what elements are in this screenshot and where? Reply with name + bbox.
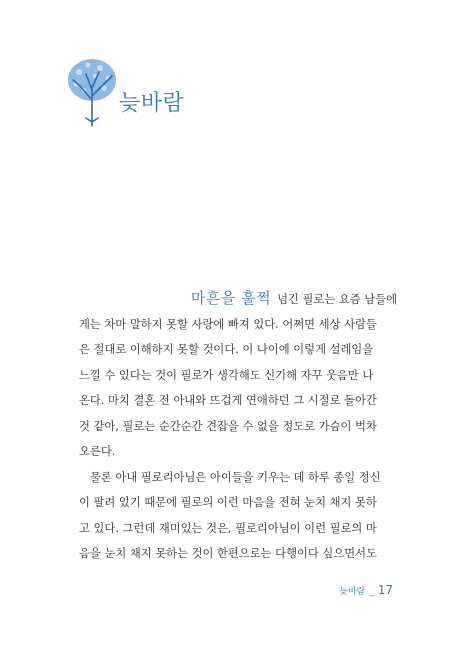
footer-separator: _ — [369, 587, 374, 597]
text-line: 고 있다. 그런데 재미있는 것은, 필로리아님이 이런 필로의 마 — [79, 521, 377, 535]
page-number: 17 — [377, 583, 393, 597]
text-line: 음을 눈치 채지 못하는 것이 한편으로는 다행이다 싶으면서도 — [79, 547, 377, 560]
page-footer — [339, 582, 393, 600]
text-line: 것 같아, 필로는 순간순간 견잡을 수 없을 정도로 가슴이 벅차 — [79, 419, 377, 433]
text-line: 오른다. — [79, 445, 116, 458]
text-line: 게는 차마 말하지 못할 사랑에 빠져 있다. 어쩌면 세상 사람들 — [79, 317, 377, 331]
lead-phrase: 마흔을 훌쩍 — [190, 289, 272, 307]
first-line — [79, 286, 397, 312]
text-line: 물론 아내 필로리아님은 아이들을 키우는 데 하루 종일 정신 — [90, 470, 381, 484]
text-line: 은 절대로 이해하지 못할 것이다. 이 나이에 이렇게 설레임을 — [79, 343, 374, 356]
running-title: 늦바람 — [339, 587, 366, 597]
text-line: 이 팔려 있기 때문에 필로의 이런 마음을 전혀 눈치 채지 못하 — [79, 496, 377, 509]
text-line: 온다. 마치 결혼 전 아내와 뜨겁게 연애하던 그 시절로 돌아간 — [79, 394, 377, 407]
first-line-rest: 넘긴 필로는 요즘 남들에 — [277, 293, 397, 306]
body-text — [79, 286, 397, 567]
text-line: 느낄 수 있다는 것이 필로가 생각해도 신기해 자꾸 웃음만 나 — [79, 368, 374, 382]
chapter-title: 늦바람 — [119, 91, 185, 116]
tree-icon — [64, 56, 120, 128]
